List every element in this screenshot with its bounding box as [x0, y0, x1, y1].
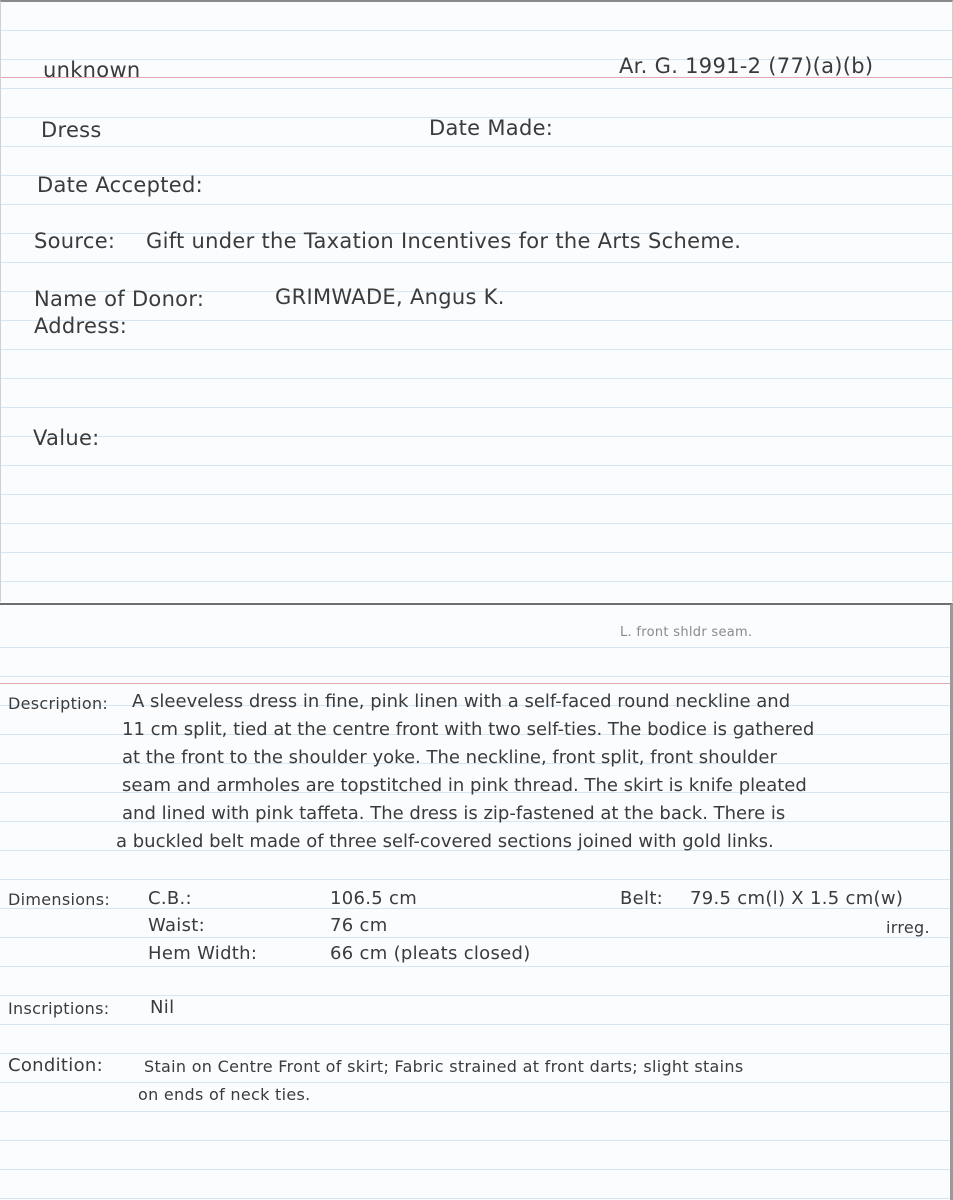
dimension-label-waist: Waist:: [148, 915, 205, 936]
inscriptions-label: Inscriptions:: [8, 999, 110, 1018]
belt-value: 79.5 cm(l) X 1.5 cm(w): [690, 888, 904, 909]
object-name: Dress: [41, 118, 102, 142]
source-value: Gift under the Taxation Incentives for the Arts Scheme.: [146, 229, 742, 253]
dimension-value-hem: 66 cm (pleats closed): [330, 943, 531, 964]
date-accepted-label: Date Accepted:: [37, 173, 203, 197]
margin-note: L. front shldr seam.: [620, 625, 753, 640]
description-line: a buckled belt made of three self-covered sections joined with gold links.: [116, 831, 774, 852]
belt-label: Belt:: [620, 888, 664, 909]
date-made-label: Date Made:: [429, 116, 554, 140]
condition-line: Stain on Centre Front of skirt; Fabric strained at front darts; slight stains: [144, 1057, 744, 1076]
catalogue-card-bottom: [0, 603, 953, 1200]
description-rule: [0, 683, 950, 684]
dimension-value-waist: 76 cm: [330, 915, 388, 936]
dimension-label-hem: Hem Width:: [148, 943, 258, 964]
donor-value: GRIMWADE, Angus K.: [275, 285, 505, 309]
condition-label: Condition:: [8, 1055, 103, 1076]
description-label: Description:: [8, 694, 109, 713]
belt-note: irreg.: [886, 918, 930, 937]
address-label: Address:: [34, 314, 128, 338]
description-line: A sleeveless dress in fine, pink linen with a self-faced round neckline and: [132, 691, 791, 712]
donor-label: Name of Donor:: [34, 287, 205, 311]
maker-field: unknown: [43, 58, 141, 82]
dimensions-label: Dimensions:: [8, 890, 111, 909]
condition-line: on ends of neck ties.: [138, 1085, 311, 1104]
description-line: 11 cm split, tied at the centre front with two self-ties. The bodice is gathered: [122, 719, 815, 740]
dimension-label-cb: C.B.:: [148, 888, 192, 909]
description-line: at the front to the shoulder yoke. The neckline, front split, front shoulder: [122, 747, 777, 768]
source-label: Source:: [34, 229, 116, 253]
description-line: and lined with pink taffeta. The dress is zip-fastened at the back. There is: [122, 803, 786, 824]
accession-number: Ar. G. 1991-2 (77)(a)(b): [619, 54, 874, 78]
dimension-value-cb: 106.5 cm: [330, 888, 418, 909]
description-line: seam and armholes are topstitched in pink thread. The skirt is knife pleated: [122, 775, 807, 796]
value-label: Value:: [33, 426, 100, 450]
inscriptions-value: Nil: [150, 997, 175, 1018]
